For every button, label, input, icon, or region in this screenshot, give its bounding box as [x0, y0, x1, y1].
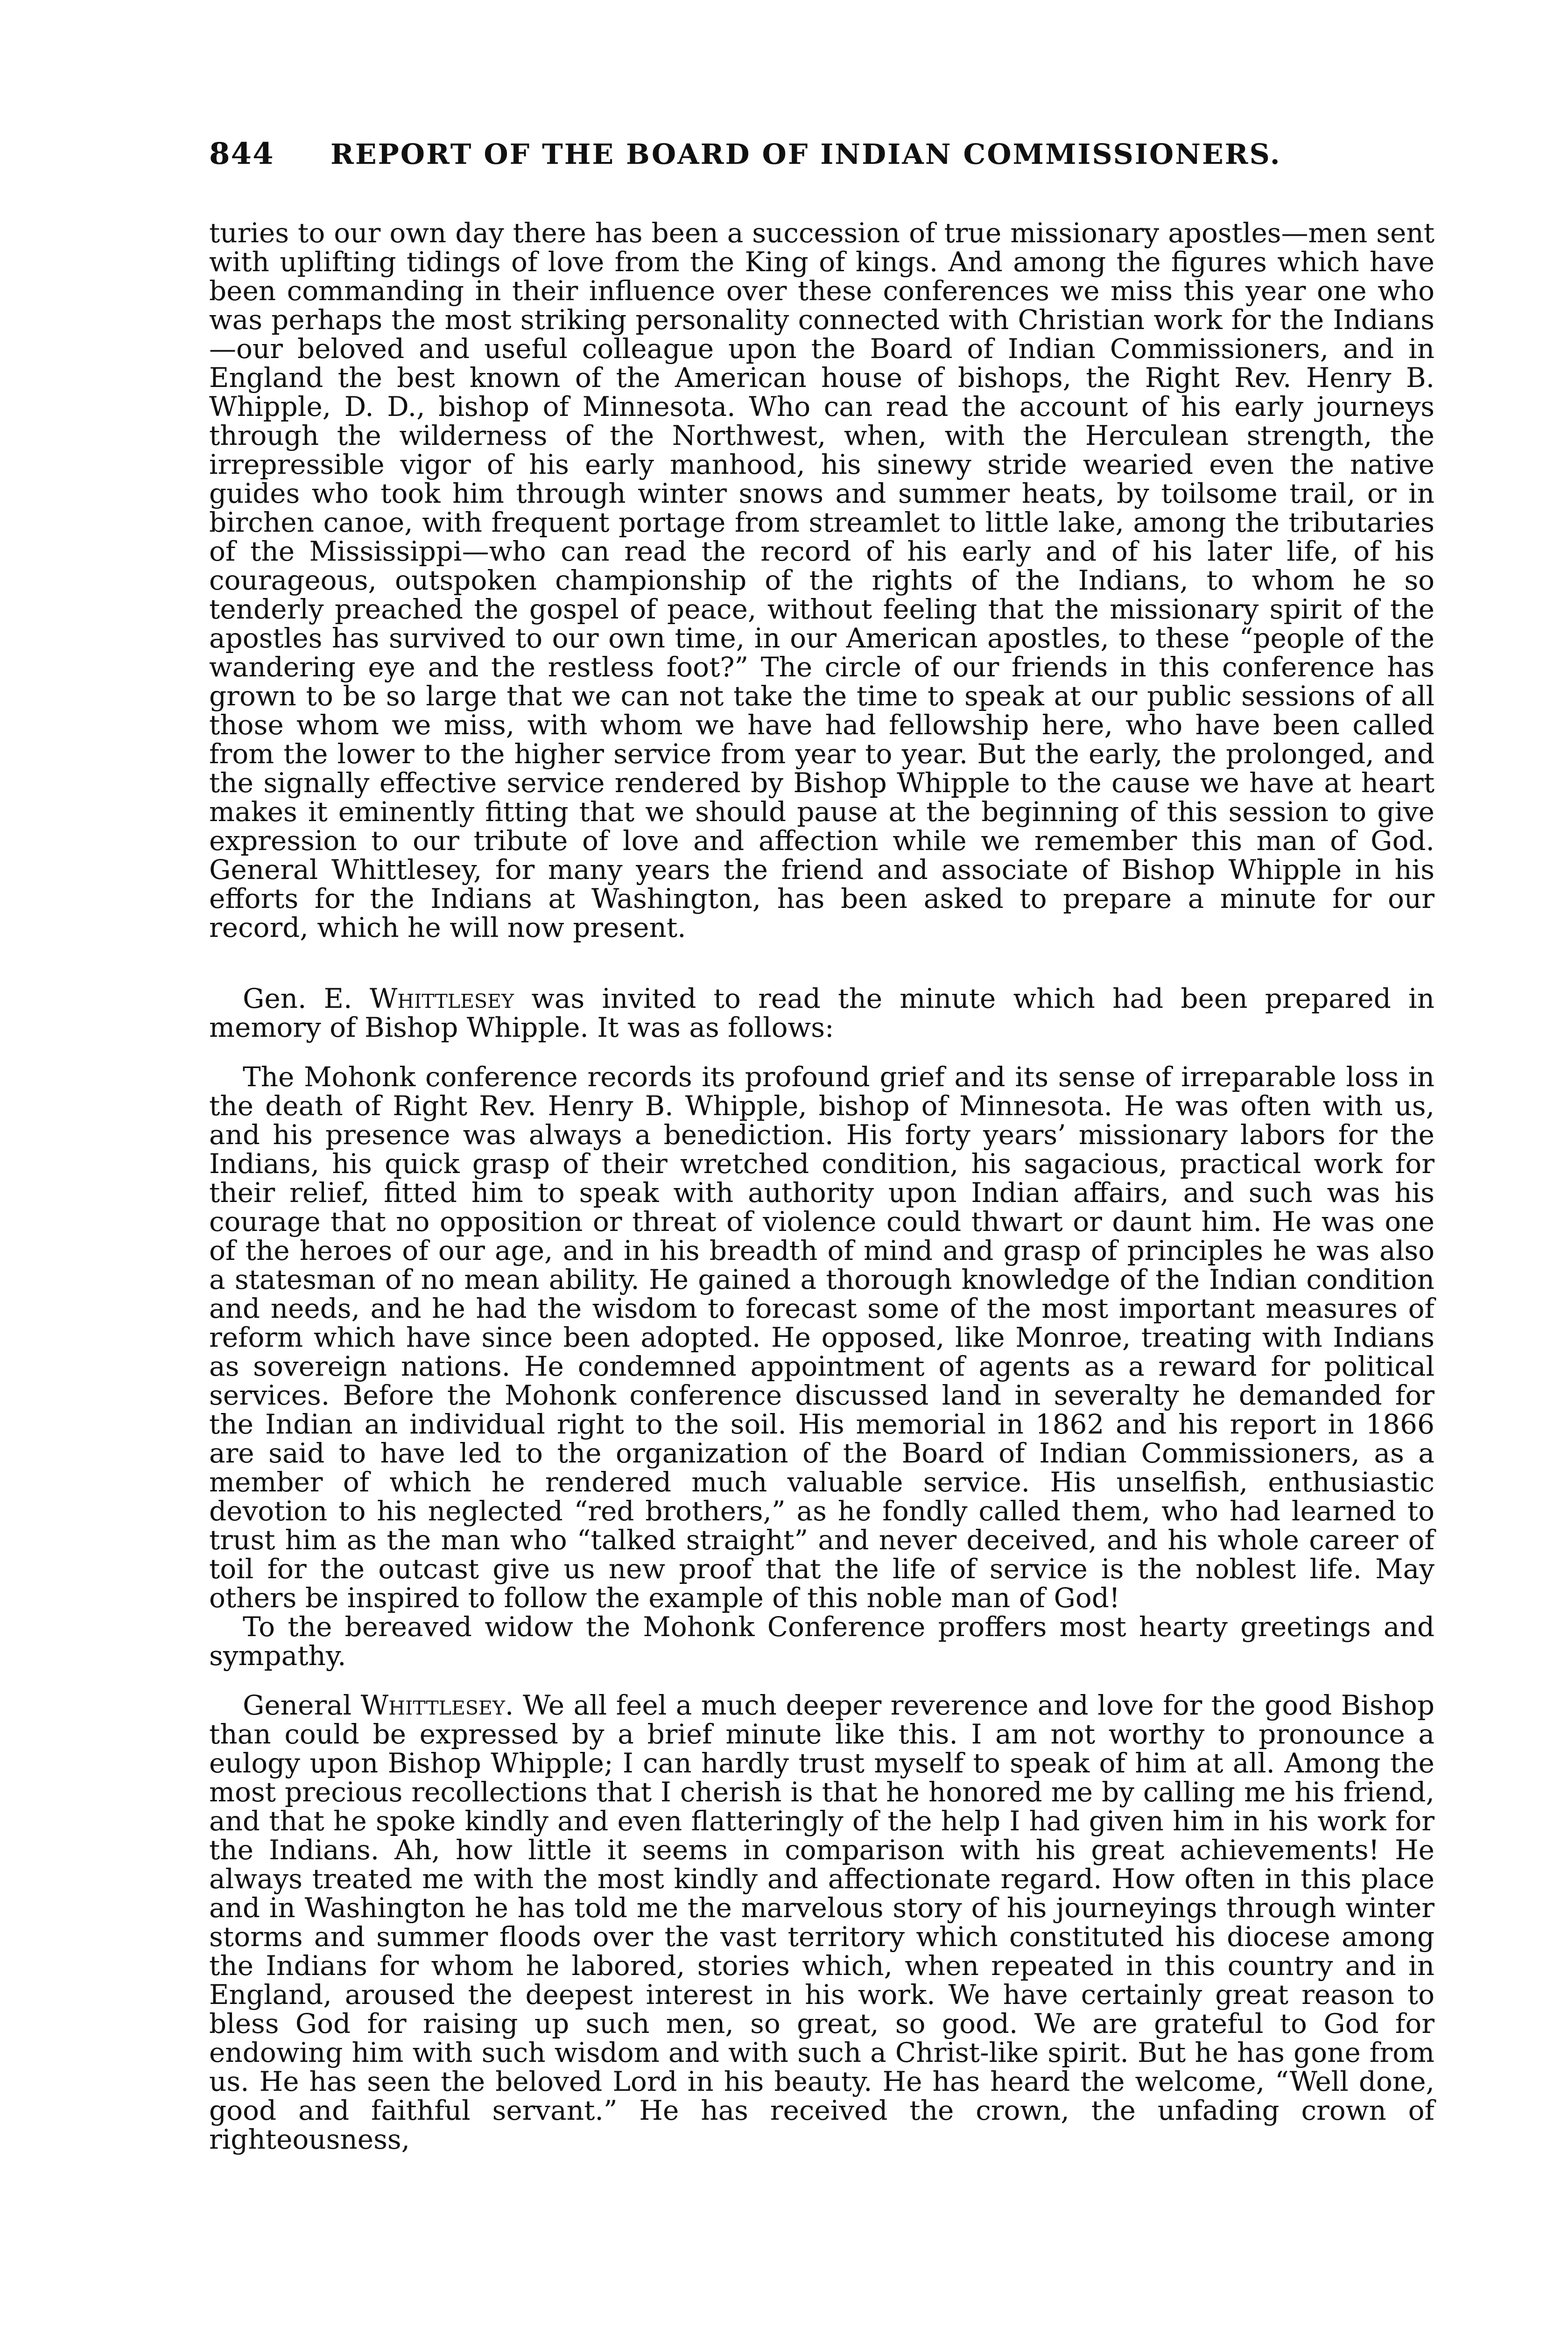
paragraph-text: We all feel a much deeper reverence and love for the good Bishop than could be expressed by a brief minute like this. I am not worthy to pronounce a eulogy upon Bishop Whipple; I can hardly trust myself to speak of him at all. Among the most precious recollections that I cherish is that he honored me by calling me his friend, and that he spoke kindly and even flatteringly of the help I had given him in his work for the Indians. Ah, how little it seems in comparison with his great achievements! He always treated me with the most kindly and affectionate regard. How often in this place and in Washington he has told me the marvelous story of his journeyings through winter storms and summer floods over the vast territory which constituted his diocese among the Indians for whom he labored, stories which, when repeated in this country and in England, aroused the deepest interest in his work. We have certainly great reason to bless God for raising up such men, so great, so good. We are grateful to God for endowing him with such wisdom and with such a Christ-like spirit. But he has gone from us. He has seen the beloved Lord in his beauty. He has heard the welcome, “Well done, good and faithful servant.” He has received the crown, the unfading crown of righteousness, [209, 1689, 1434, 2155]
speaker-prefix: General [243, 1689, 352, 1721]
paragraph-condolence: To the bereaved widow the Mohonk Conference proffers most hearty greetings and sympathy. [209, 1611, 1434, 1672]
speaker-name: Whittlesey. [360, 1689, 514, 1721]
speaker-name: Whittlesey [369, 983, 514, 1014]
document-page [209, 136, 1434, 2154]
paragraph-general-whittlesey [209, 1691, 1434, 2154]
running-title: REPORT OF THE BOARD OF INDIAN COMMISSIONERS. [330, 138, 1281, 171]
paragraph-whittlesey-invited [209, 984, 1434, 1042]
paragraph-text: was invited to read the minute which had been prepared in memory of Bishop Whipple. It was as follows: [209, 983, 1435, 1043]
paragraph-opening: turies to our own day there has been a succession of true missionary apostles—men sent with uplifting tidings of love from the King of kings. And among the figures which have been commanding in their influence over these conferences we miss this year one who was perhaps the most striking personality connected with Christian work for the Indians—our beloved and useful colleague upon the Board of Indian Commissioners, and in England the best known of the American house of bishops, the Right Rev. Henry B. Whipple, D. D., bishop of Minnesota. Who can read the account of his early journeys through the wilderness of the Northwest, when, with the Herculean strength, the irrepressible vigor of his early manhood, his sinewy stride wearied even the native guides who took him through winter snows and summer heats, by toilsome trail, or in birchen canoe, with frequent portage from streamlet to little lake, among the tributaries of the Mississippi—who can read the record of his early and of his later life, of his courageous, outspoken championship of the rights of the Indians, to whom he so tenderly preached the gospel of peace, without feeling that the missionary spirit of the apostles has survived to our own time, in our American apostles, to these “people of the wandering eye and the restless foot?” The circle of our friends in this conference has grown to be so large that we can not take the time to speak at our public sessions of all those whom we miss, with whom we have had fellowship here, who have been called from the lower to the higher service from year to year. But the early, the prolonged, and the signally effective service rendered by Bishop Whipple to the cause we have at heart makes it eminently fitting that we should pause at the beginning of this session to give expression to our tribute of love and affection while we remember this man of God. General Whittlesey, for many years the friend and associate of Bishop Whipple in his efforts for the Indians at Washington, has been asked to prepare a minute for our record, which he will now present. [209, 217, 1434, 943]
page-number: 844 [209, 136, 274, 171]
speaker-prefix: Gen. E. [243, 983, 352, 1014]
page-header [209, 136, 1434, 181]
paragraph-minute: The Mohonk conference records its profound grief and its sense of irreparable loss in the death of Right Rev. Henry B. Whipple, bishop of Minnesota. He was often with us, and his presence was always a benediction. His forty years’ missionary labors for the Indians, his quick grasp of their wretched condition, his sagacious, practical work for their relief, fitted him to speak with authority upon Indian affairs, and such was his courage that no opposition or threat of violence could thwart or daunt him. He was one of the heroes of our age, and in his breadth of mind and grasp of principles he was also a statesman of no mean ability. He gained a thorough knowledge of the Indian condition and needs, and he had the wisdom to forecast some of the most important measures of reform which have since been adopted. He opposed, like Monroe, treating with Indians as sovereign nations. He condemned appointment of agents as a reward for political services. Before the Mohonk conference discussed land in severalty he demanded for the Indian an individual right to the soil. His memorial in 1862 and his report in 1866 are said to have led to the organization of the Board of Indian Commissioners, as a member of which he rendered much valuable service. His unselfish, enthusiastic devotion to his neglected “red brothers,” as he fondly called them, who had learned to trust him as the man who “talked straight” and never deceived, and his whole career of toil for the outcast give us new proof that the life of service is the noblest life. May others be inspired to follow the example of this noble man of God! [209, 1061, 1434, 1614]
body-text [209, 218, 1434, 2154]
